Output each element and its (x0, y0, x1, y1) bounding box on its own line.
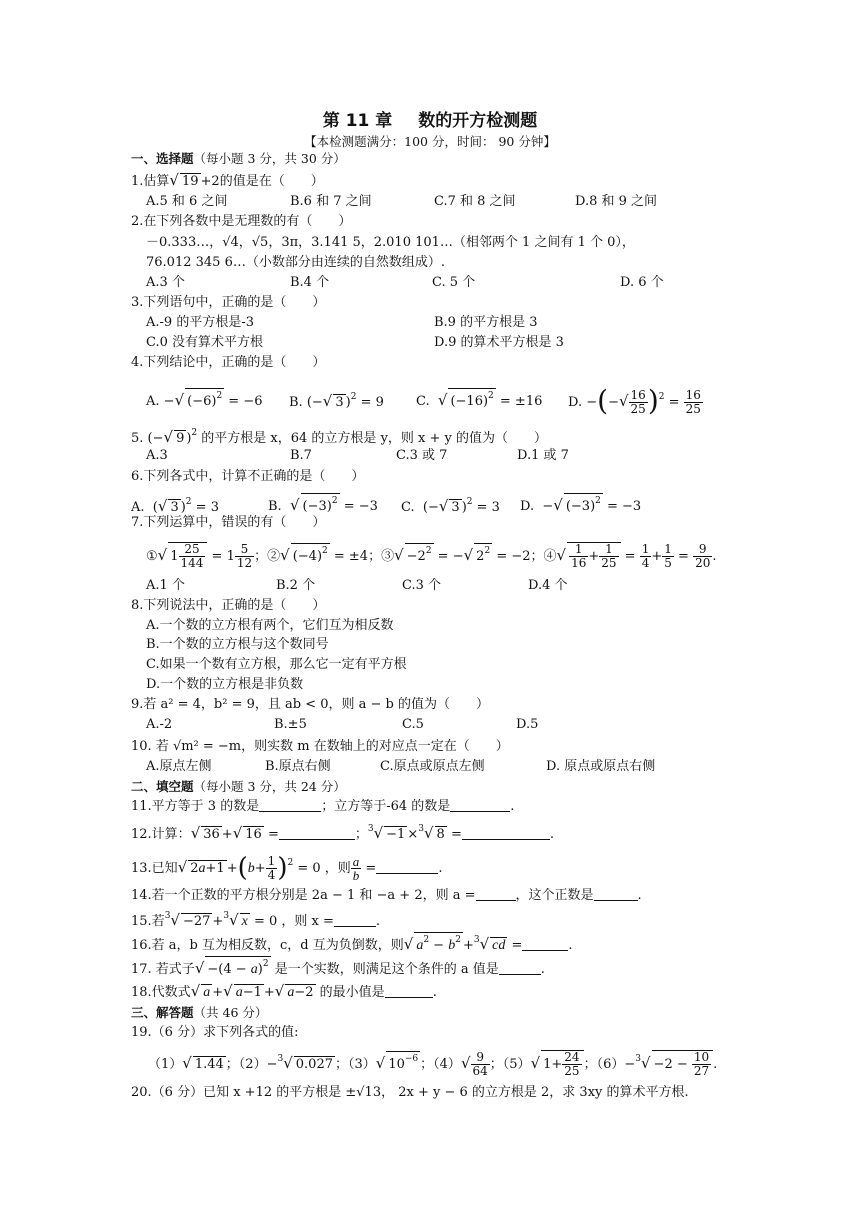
q16-text-a: 16.若 a，b 互为相反数，c，d 互为负倒数，则 (131, 938, 404, 953)
q2-option-a: A.3 个 (146, 275, 185, 290)
option-letter: C. (416, 394, 430, 409)
question-1: 1.估算√ 19 +2的值是在（ ） (131, 171, 324, 189)
q14-text-a: 14.若一个正数的平方根分别是 2a − 1 和 −a + 2，则 a = (131, 888, 476, 903)
title-name: 数的开方检测题 (418, 111, 538, 131)
q2-option-d: D. 6 个 (620, 275, 664, 290)
q7-option-b: B.2 个 (276, 578, 316, 593)
q15-text-b: ，则 x = (281, 914, 334, 929)
question-14 (131, 887, 642, 905)
q9-option-b: B.±5 (274, 717, 307, 732)
option-letter: A. (146, 394, 160, 409)
option-letter: B. (289, 395, 303, 410)
q1-stem: 1.估算 (131, 174, 170, 189)
q7-option-a: A.1 个 (146, 578, 185, 593)
q9-option-a: A.-2 (146, 717, 173, 732)
question-13: 13.已知√ 2a+1 +(b+ $\frac{1}{4}$ )$^2$ = 0 ，则 $\frac{a}{b}$ = . (131, 853, 443, 883)
question-16: 16.若 a，b 互为相反数，c，d 互为负倒数，则√ $a^2 - b^2 +^3√$ cd = . (131, 931, 573, 955)
answer-blank[interactable] (385, 984, 433, 998)
q11-text-b: ；立方等于-64 的数是 (321, 799, 451, 814)
question-10: 10. 若 √m² = −m，则实数 m 在数轴上的对应点一定在（ ） (131, 739, 509, 754)
question-8: 8.下列说法中，正确的是（ ） (131, 598, 326, 613)
q5-option-a: A.3 (146, 448, 168, 463)
q2-number-list: －0.333…，√4，√5，3π，3.141 5，2.010 101…（相邻两个 1 之间有 1 个 0）， (146, 235, 635, 250)
q6-option-d: D. −√ $(-3)^2 = -3$ (520, 493, 641, 516)
answer-blank[interactable] (462, 826, 550, 840)
q3-option-d: D.9 的算术平方根是 3 (434, 335, 564, 350)
option-letter: B. (268, 499, 282, 514)
question-12: 12.计算：√ 36 +√ 16 = ；$^3$√ −1 ×$^3$√ 8 = . (131, 824, 554, 842)
q17-text-a: 17. 若式子 (131, 962, 195, 977)
answer-blank[interactable] (499, 961, 541, 975)
q7-option-c: C.3 个 (402, 578, 442, 593)
q11-text-c: . (510, 799, 515, 814)
answer-blank[interactable] (594, 887, 638, 901)
q6-option-b: B. √ $(-3)^2 = -3$ (268, 493, 378, 516)
section-label: 三、解答题 (131, 1005, 194, 1020)
q10-option-a: A.原点左侧 (146, 759, 212, 774)
answer-blank[interactable] (450, 798, 510, 812)
section-label: 二、填空题 (131, 779, 194, 794)
q10-option-b: B.原点右侧 (265, 759, 331, 774)
section-1-header (131, 150, 346, 168)
q2-number-list-cont: 76.012 345 6…（小数部分由连续的自然数组成）. (146, 255, 445, 270)
q1-option-d: D.8 和 9 之间 (575, 194, 658, 209)
section-note: （每小题 3 分，共 30 分） (193, 151, 346, 166)
question-2: 2.在下列各数中是无理数的有（ ） (131, 214, 352, 229)
q8-option-a: A.一个数的立方根有两个，它们互为相反数 (146, 618, 394, 633)
q5-option-c: C.3 或 7 (396, 448, 448, 463)
question-18: 18.代数式√ a +√ a−1 +√ a−2 的最小值是 . (131, 982, 437, 1000)
question-20: 20.（6 分）已知 x +12 的平方根是 ±√13， 2x + y − 6 的立方根是 2，求 3xy 的算术平方根. (131, 1085, 689, 1100)
option-letter: C. (401, 500, 415, 515)
q8-option-b: B.一个数的立方根与这个数同号 (146, 637, 329, 652)
q18-text-a: 18.代数式 (131, 985, 191, 1000)
q9-option-c: C.5 (402, 717, 424, 732)
question-6: 6.下列各式中，计算不正确的是（ ） (131, 469, 365, 484)
q3-option-c: C.0 没有算术平方根 (146, 335, 264, 350)
question-17: 17. 若式子√ $-(4 - a)^2$ 是一个实数，则满足这个条件的 a 值是 . (131, 956, 545, 979)
section-note: （共 46 分） (193, 1005, 268, 1020)
q14-text-b: ，这个正数是 (515, 888, 594, 903)
q5-option-b: B.7 (290, 448, 312, 463)
q18-text-b: 的最小值是 (319, 985, 385, 1000)
question-5: 5. (−√ 9 )$^2$ 的平方根是 x，64 的立方根是 y，则 x + y 的值为（ ） (131, 428, 548, 446)
q4-option-c: C. √ $(-16)^2 = \pm 16$ (416, 388, 542, 411)
q5-option-d: D.1 或 7 (517, 448, 569, 463)
q12-text-c: . (549, 827, 554, 842)
q7-expressions: ①√ 1 $\frac{25}{144}$ = 1 $\frac{5}{12}$ ；②√ $(-4)^2 = \pm 4$；③√ $-2^2$ = −√ $2^2 = -2$；④√ $\frac{1}{16}$ + $\frac{1}{25}$ = $\frac{1}{4}$ + $\frac{1}{5}$ = $\frac{9}{20}$ . (146, 542, 717, 570)
section-label: 一、选择题 (131, 151, 194, 166)
question-7: 7.下列运算中，错误的有（ ） (131, 515, 326, 530)
question-3: 3.下列语句中，正确的是（ ） (131, 295, 326, 310)
q13-text-b: ，则 (324, 861, 351, 876)
subtitle: 【本检测题满分：100 分，时间： 90 分钟】 (304, 134, 556, 149)
q10-option-d: D. 原点或原点右侧 (546, 759, 656, 774)
page-title (0, 106, 860, 131)
q11-text-a: 11.平方等于 3 的数是 (131, 799, 260, 814)
answer-blank[interactable] (334, 913, 376, 927)
answer-blank[interactable] (376, 860, 438, 874)
q14-text-c: . (637, 888, 642, 903)
answer-blank[interactable] (476, 887, 516, 901)
section-3-header (131, 1004, 267, 1022)
question-11 (131, 798, 514, 816)
q3-option-b: B.9 的平方根是 3 (434, 315, 538, 330)
q1-option-a: A.5 和 6 之间 (146, 194, 228, 209)
section-2-header (131, 778, 346, 796)
q7-option-d: D.4 个 (528, 578, 568, 593)
q1-stem-tail: 的值是在（ ） (219, 174, 324, 189)
q2-option-c: C. 5 个 (432, 275, 476, 290)
q5-stem: 的平方根是 x，64 的立方根是 y，则 x + y 的值为（ ） (201, 431, 548, 446)
question-19: 19.（6 分）求下列各式的值: (131, 1025, 299, 1040)
option-letter: D. (520, 499, 535, 514)
q13-text-a: 13.已知 (131, 861, 178, 876)
option-letter: D. (568, 395, 583, 410)
q17-text-b: 是一个实数，则满足这个条件的 a 值是 (274, 962, 499, 977)
q9-option-d: D.5 (516, 717, 539, 732)
q2-option-b: B.4 个 (290, 275, 330, 290)
answer-blank[interactable] (522, 937, 568, 951)
q6-option-c: C. (−√ 3 )$^2$ = 3 (401, 497, 500, 515)
q1-option-c: C.7 和 8 之间 (434, 194, 516, 209)
question-15: 15.若$^3$√ −27 +$^3$√ x = 0 ，则 x = . (131, 911, 381, 929)
q1-option-b: B.6 和 7 之间 (290, 194, 372, 209)
q19-expressions: （1）√ 1.44 ；（2）−$^3$√ 0.027 ；（3）√ $10^{-6}$ ；（4）√ $\frac{9}{64}$ ；（5）√ 1+ $\frac{24}{25}$ ；（6）−$^3$√ −2 − $\frac{10}{27}$ . (148, 1050, 718, 1078)
chapter-label: 第 11 章 (322, 111, 393, 131)
question-9: 9.若 a² = 4，b² = 9，且 ab < 0，则 a − b 的值为（ ） (131, 697, 490, 712)
q8-option-c: C.如果一个数有立方根，那么它一定有平方根 (146, 657, 407, 672)
option-letter: A. (131, 500, 145, 515)
q4-option-a: A. −√ $(-6)^2 = -6$ (146, 388, 263, 411)
answer-blank[interactable] (279, 826, 355, 840)
q12-text-a: 12.计算： (131, 827, 191, 842)
q3-option-a: A.-9 的平方根是-3 (146, 315, 254, 330)
q8-option-d: D.一个数的立方根是非负数 (146, 677, 304, 692)
answer-blank[interactable] (259, 798, 321, 812)
section-note: （每小题 3 分，共 24 分） (193, 779, 346, 794)
q10-option-c: C.原点或原点左侧 (380, 759, 485, 774)
q15-text-a: 15.若 (131, 914, 165, 929)
q6-option-a: A. (√ 3 )$^2$ = 3 (131, 497, 219, 515)
q4-option-b: B. (−√ 3 )$^2$ = 9 (289, 392, 384, 410)
q4-option-d: D. −(−√ $\frac{16}{25}$ )$^2$ = $\frac{16}{25}$ (568, 384, 701, 417)
question-4: 4.下列结论中，正确的是（ ） (131, 355, 326, 370)
